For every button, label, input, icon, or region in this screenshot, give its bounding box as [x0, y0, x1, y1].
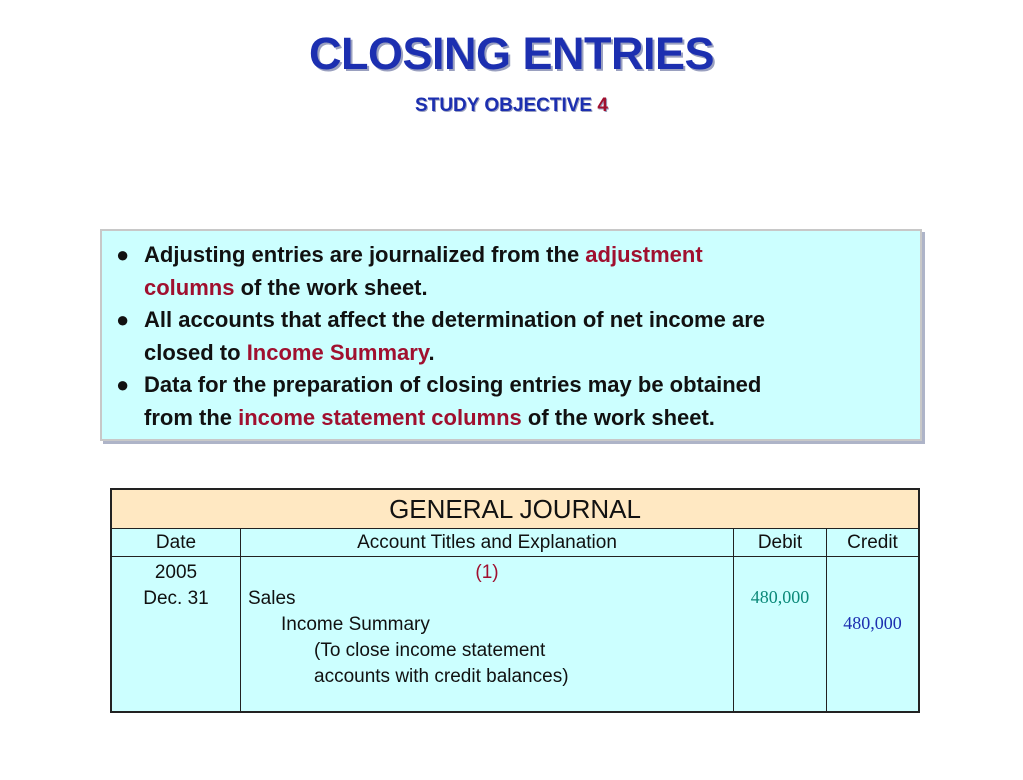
entry-date: Dec. 31 — [143, 588, 209, 609]
bullet-icon: ● — [116, 372, 130, 397]
general-journal — [110, 488, 920, 713]
subtitle-text: STUDY OBJECTIVE — [415, 95, 593, 116]
column-header-credit: Credit — [847, 532, 898, 553]
bullet-text: from the — [144, 404, 239, 430]
bullet-highlight: columns — [144, 274, 235, 300]
slide-title: CLOSING ENTRIES — [308, 28, 715, 79]
journal-header-row — [112, 529, 918, 557]
bullet-text: Adjusting entries are journalized from the — [144, 242, 586, 267]
bullet-text: closed to — [144, 339, 247, 365]
bullet-icon: ● — [116, 242, 130, 267]
entry-explanation: accounts with credit balances) — [314, 666, 569, 687]
bullet-accounts — [116, 304, 908, 369]
entry-explanation: (To close income statement — [314, 640, 546, 661]
entry-number: (1) — [475, 562, 499, 583]
journal-title: GENERAL JOURNAL — [112, 490, 918, 529]
bullet-text: of the work sheet. — [521, 404, 715, 430]
debit-account: Sales — [248, 588, 296, 609]
bullet-adjusting — [116, 239, 908, 304]
bullet-text: of the work sheet. — [234, 274, 428, 300]
notes-box — [100, 229, 922, 441]
column-header-account: Account Titles and Explanation — [357, 532, 617, 553]
credit-account: Income Summary — [281, 614, 430, 635]
slide-subtitle — [0, 95, 1023, 117]
bullet-highlight: Income Summary — [246, 339, 429, 365]
credit-amount: 480,000 — [843, 613, 902, 633]
bullet-text: . — [428, 339, 435, 365]
debit-amount: 480,000 — [750, 587, 810, 607]
bullet-text: All accounts that affect the determination of net income are — [144, 307, 765, 332]
entry-year: 2005 — [154, 562, 198, 583]
bullet-highlight: adjustment — [585, 242, 703, 267]
bullet-icon: ● — [116, 307, 130, 332]
column-divider — [240, 529, 241, 711]
column-header-debit: Debit — [757, 532, 803, 553]
objective-number: 4 — [597, 95, 608, 116]
bullet-text: Data for the preparation of closing entries may be obtained — [144, 372, 762, 397]
column-header-date: Date — [155, 532, 197, 553]
column-divider — [733, 529, 734, 711]
bullet-data — [116, 369, 908, 434]
bullet-highlight: income statement columns — [238, 404, 522, 430]
